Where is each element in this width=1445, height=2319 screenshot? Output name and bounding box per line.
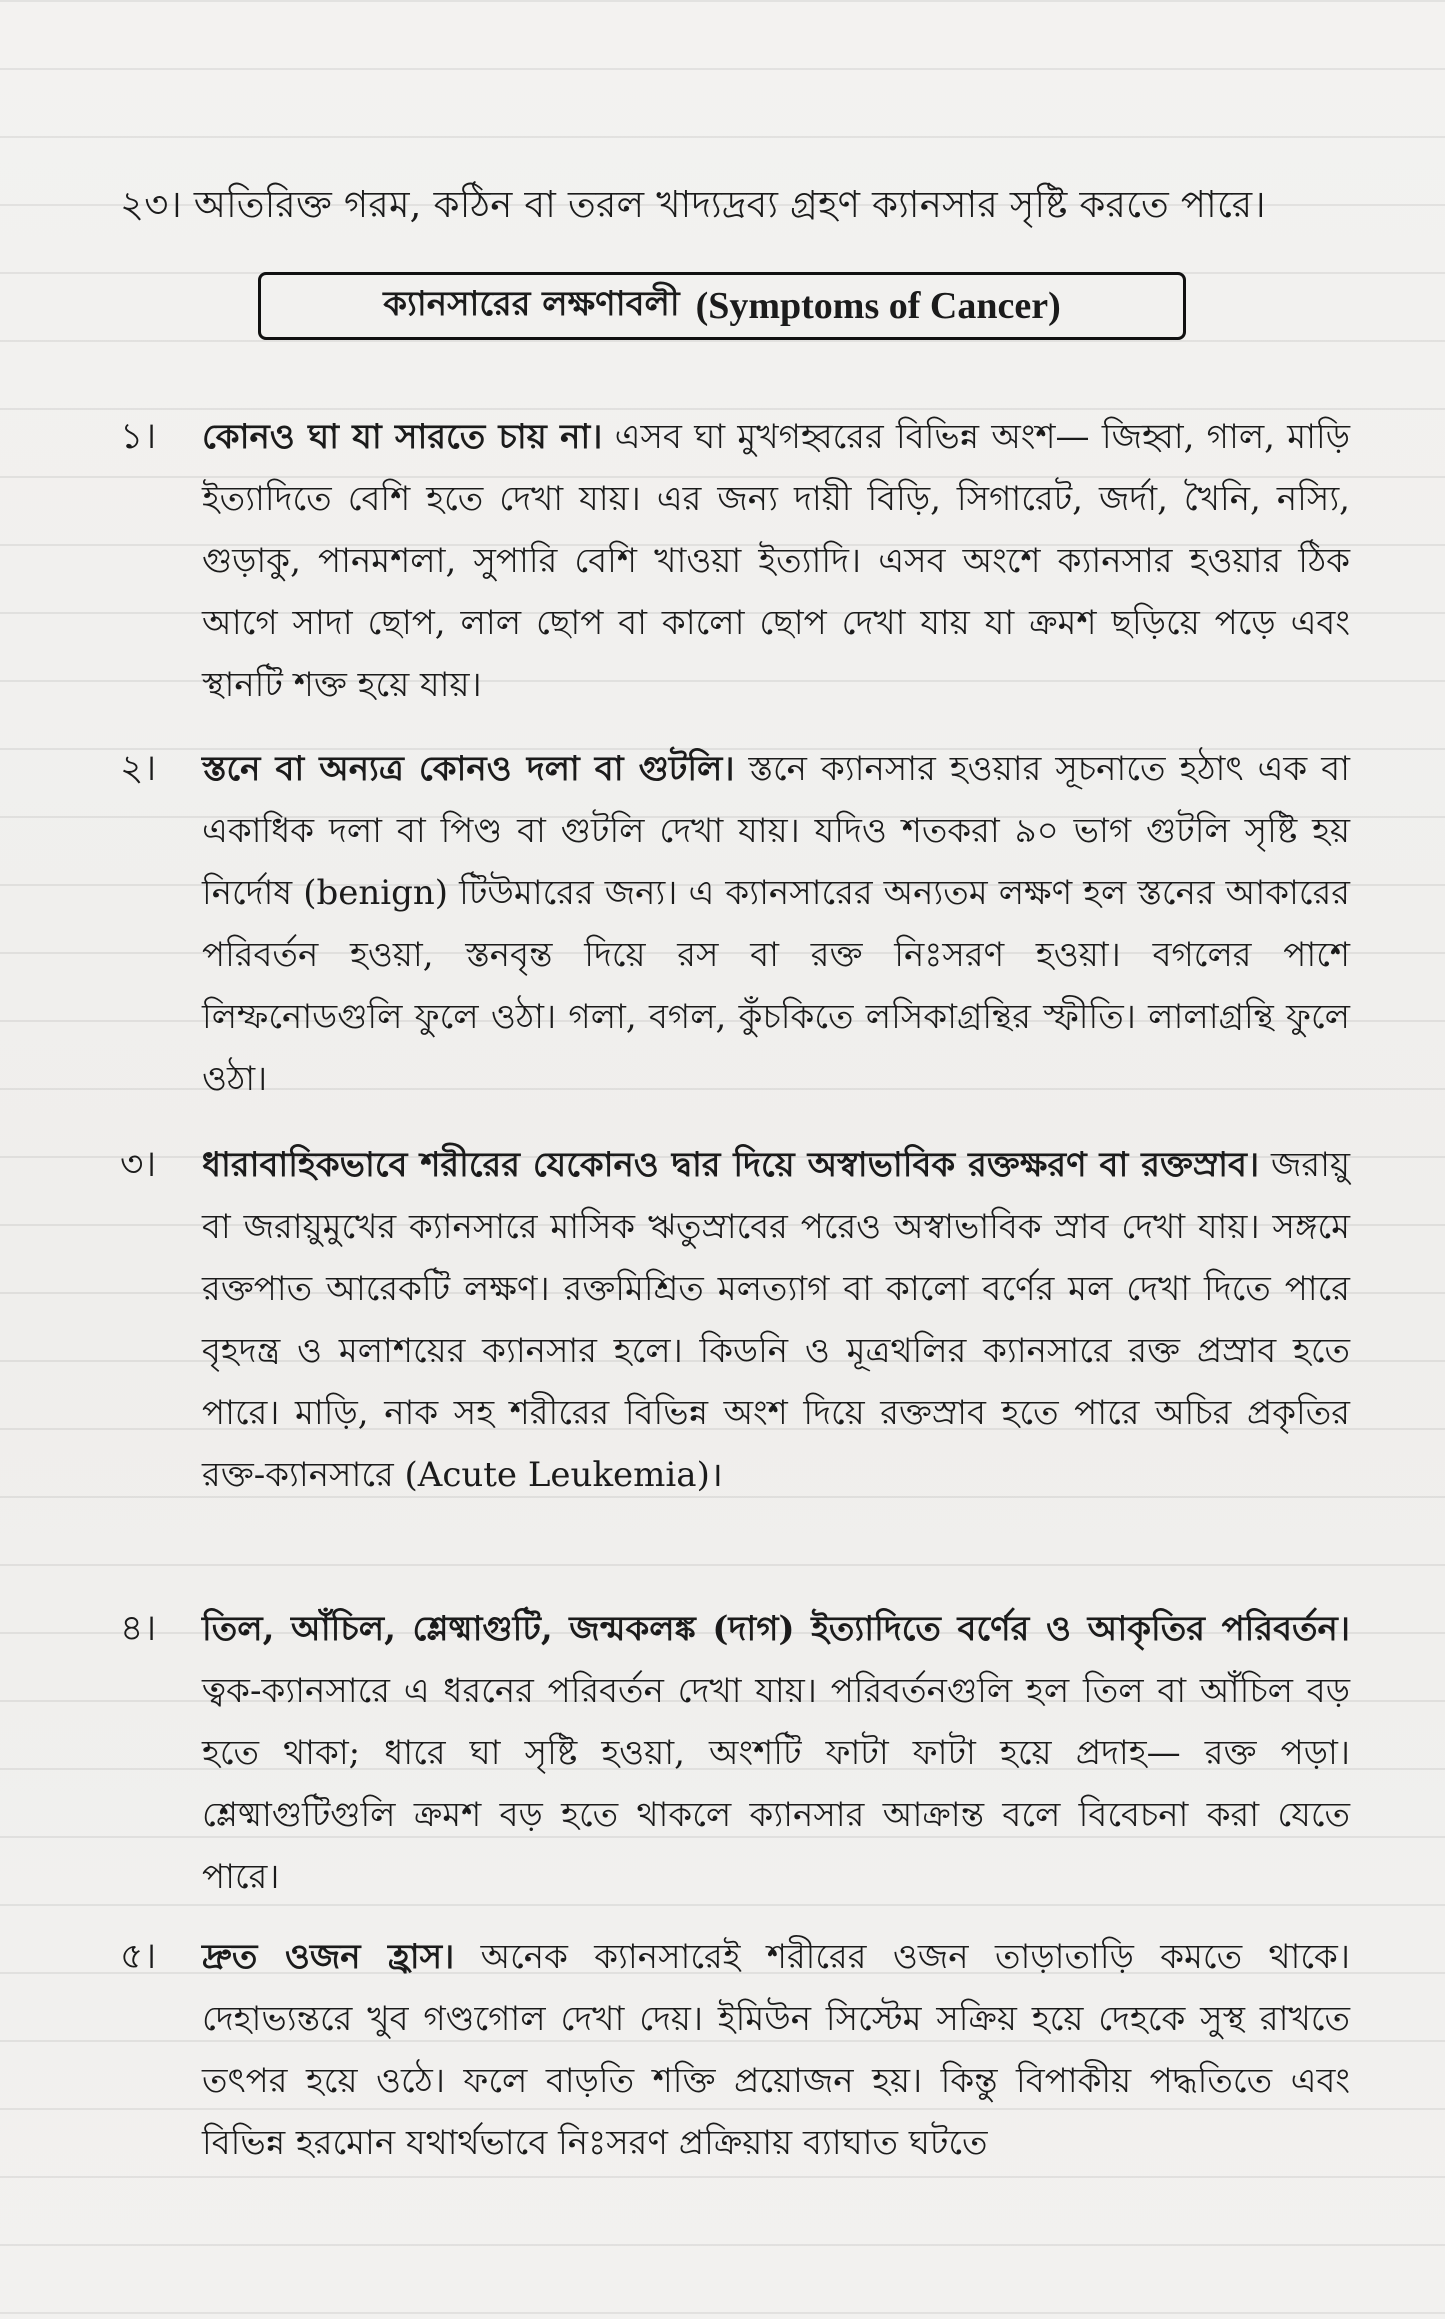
item-text: ত্বক-ক্যানসারে এ ধরনের পরিবর্তন দেখা যায়। পরিবর্তনগুলি হল তিল বা আঁচিল বড় হতে থাকা; ধারে ঘা সৃষ্টি হওয়া, অংশটি ফাটা ফাটা হয়ে প্রদাহ— রক্ত পড়া। শ্লেষ্মাগুটিগুলি ক্রমশ বড় হতে থাকলে ক্যানসার আক্রান্ত বলে বিবেচনা করা যেতে পারে। xyxy=(202,1671,1350,1897)
item-body xyxy=(202,1926,1350,2174)
item-lead: কোনও ঘা যা সারতে চায় না। xyxy=(202,417,603,457)
item-body xyxy=(202,738,1350,1110)
item-number: ৫। xyxy=(120,1936,157,1977)
item-number: ২। xyxy=(120,748,157,789)
symptom-item-2 xyxy=(120,738,1350,1110)
item-23-line: ২৩। অতিরিক্ত গরম, কঠিন বা তরল খাদ্যদ্রব্য গ্রহণ ক্যানসার সৃষ্টি করতে পারে। xyxy=(120,183,1266,226)
item-text: জরায়ু বা জরায়ুমুখের ক্যানসারে মাসিক ঋতুস্রাবের পরেও অস্বাভাবিক স্রাব দেখা যায়। সঙ্গমে রক্তপাত আরেকটি লক্ষণ। রক্তমিশ্রিত মলত্যাগ বা কালো বর্ণের মল দেখা দিতে পারে বৃহদন্ত্র ও মলাশয়ের ক্যানসার হলে। কিডনি ও মূত্রথলির ক্যানসারে রক্ত প্রস্রাব হতে পারে। মাড়ি, নাক সহ শরীরের বিভিন্ন অংশ দিয়ে রক্তস্রাব হতে পারে অচির প্রকৃতির রক্ত-ক্যানসারে (Acute Leukemia)। xyxy=(202,1145,1350,1495)
item-lead: ধারাবাহিকভাবে শরীরের যেকোনও দ্বার দিয়ে অস্বাভাবিক রক্তক্ষরণ বা রক্তস্রাব। xyxy=(202,1145,1260,1185)
heading-bengali: ক্যানসারের লক্ষণাবলী xyxy=(383,283,680,324)
symptom-item-3 xyxy=(120,1134,1350,1506)
item-text: এসব ঘা মুখগহ্বরের বিভিন্ন অংশ— জিহ্বা, গাল, মাড়ি ইত্যাদিতে বেশি হতে দেখা যায়। এর জন্য দায়ী বিড়ি, সিগারেট, জর্দা, খৈনি, নস্যি, গুড়াকু, পানমশলা, সুপারি বেশি খাওয়া ইত্যাদি। এসব অংশে ক্যানসার হওয়ার ঠিক আগে সাদা ছোপ, লাল ছোপ বা কালো ছোপ দেখা যায় যা ক্রমশ ছড়িয়ে পড়ে এবং স্থানটি শক্ত হয়ে যায়। xyxy=(202,417,1350,705)
item-number: ১। xyxy=(120,416,157,457)
item-number: ৪। xyxy=(120,1608,157,1649)
item-lead: দ্রুত ওজন হ্রাস। xyxy=(202,1937,455,1977)
section-heading xyxy=(258,272,1186,340)
item-lead: তিল, আঁচিল, শ্লেষ্মাগুটি, জন্মকলঙ্ক (দাগ) ইত্যাদিতে বর্ণের ও আকৃতির পরিবর্তন। xyxy=(202,1609,1350,1649)
symptom-item-1 xyxy=(120,406,1350,716)
item-text: অনেক ক্যানসারেই শরীরের ওজন তাড়াতাড়ি কমতে থাকে। দেহাভ্যন্তরে খুব গণ্ডগোল দেখা দেয়। ইমিউন সিস্টেম সক্রিয় হয়ে দেহকে সুস্থ রাখতে তৎপর হয়ে ওঠে। ফলে বাড়তি শক্তি প্রয়োজন হয়। কিন্তু বিপাকীয় পদ্ধতিতে এবং বিভিন্ন হরমোন যথার্থভাবে নিঃসরণ প্রক্রিয়ায় ব্যাঘাত ঘটতে xyxy=(202,1937,1350,2163)
symptom-item-4 xyxy=(120,1598,1350,1908)
item-number: ৩। xyxy=(120,1144,157,1185)
item-body xyxy=(202,406,1350,716)
heading-english: (Symptoms of Cancer) xyxy=(695,285,1061,327)
item-body xyxy=(202,1134,1350,1506)
item-lead: স্তনে বা অন্যত্র কোনও দলা বা গুটলি। xyxy=(202,749,735,789)
symptom-item-5 xyxy=(120,1926,1350,2174)
item-text: স্তনে ক্যানসার হওয়ার সূচনাতে হঠাৎ এক বা একাধিক দলা বা পিণ্ড বা গুটলি দেখা যায়। যদিও শতকরা ৯০ ভাগ গুটলি সৃষ্টি হয় নির্দোষ (benign) টিউমারের জন্য। এ ক্যানসারের অন্যতম লক্ষণ হল স্তনের আকারের পরিবর্তন হওয়া, স্তনবৃন্ত দিয়ে রস বা রক্ত নিঃসরণ হওয়া। বগলের পাশে লিম্ফনোডগুলি ফুলে ওঠা। গলা, বগল, কুঁচকিতে লসিকাগ্রন্থির স্ফীতি। লালাগ্রন্থি ফুলে ওঠা। xyxy=(202,749,1350,1099)
item-body xyxy=(202,1598,1350,1908)
